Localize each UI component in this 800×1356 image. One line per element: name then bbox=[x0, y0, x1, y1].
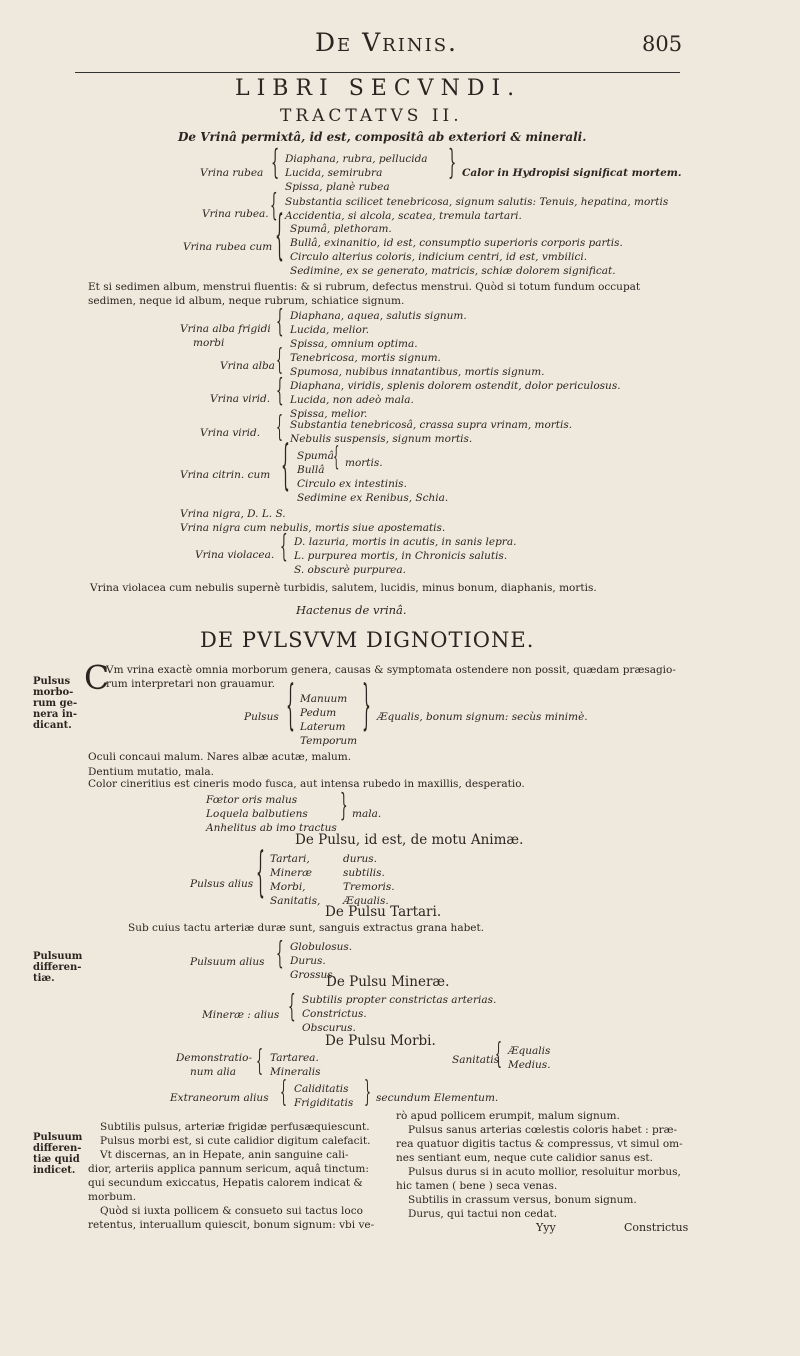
urina-g5-item: Spumosa, nubibus innatantibus, mortis signum. bbox=[290, 366, 545, 378]
brace-icon: { bbox=[495, 1037, 502, 1072]
pulsus-g4-label: Pulsuum alius bbox=[190, 956, 265, 968]
pulsus-minerae-heading: De Pulsu Mineræ. bbox=[326, 974, 450, 990]
urina-g9-item: L. purpurea mortis, in Chronicis salutis. bbox=[294, 550, 508, 562]
urina-g5-item: Tenebricosa, mortis signum. bbox=[290, 352, 441, 364]
brace-icon: { bbox=[333, 444, 340, 473]
pulsus-g6-item: Tartarea. bbox=[270, 1052, 319, 1064]
urina-g2-item: Accidentia, si alcola, scatea, tremula tartari. bbox=[285, 210, 522, 222]
pulsus-g5-label: Mineræ : alius bbox=[202, 1009, 280, 1021]
pulsus-g3-col1: Sanitatis, bbox=[270, 895, 321, 907]
brace-icon: { bbox=[276, 410, 283, 445]
urina-prose-1: Et si sedimen album, menstrui fluentis: & si rubrum, defectus menstrui. Quòd si totum fundum occupat bbox=[88, 281, 641, 293]
catchword: Constrictus bbox=[624, 1221, 689, 1234]
right-col-line: Subtilis in crassum versus, bonum signum. bbox=[408, 1194, 637, 1206]
pulsus-g5-item: Constrictus. bbox=[302, 1008, 367, 1020]
header-rule bbox=[75, 72, 680, 73]
pulsus-g3-col2: Tremoris. bbox=[343, 881, 395, 893]
urina-g8-label: Vrina citrin. cum bbox=[180, 469, 271, 481]
right-col-line: Durus, qui tactui non cedat. bbox=[408, 1208, 558, 1220]
pulsus-g4-item: Durus. bbox=[290, 955, 326, 967]
brace-icon: { bbox=[276, 371, 284, 409]
urina-g4-label: Vrina alba frigidi bbox=[180, 323, 271, 335]
pulsus-g6-label: num alia bbox=[190, 1066, 237, 1078]
brace-icon: { bbox=[256, 844, 265, 906]
pulsus-g5-item: Obscurus. bbox=[302, 1022, 356, 1034]
pulsus-g7-item: Æqualis bbox=[508, 1045, 551, 1057]
brace-icon: } bbox=[364, 1075, 371, 1110]
brace-icon: { bbox=[271, 145, 280, 184]
pulsus-g2-item: Anhelitus ab imo tractus bbox=[206, 822, 337, 834]
right-col-line: Pulsus sanus arterias cœlestis coloris habet : præ- bbox=[408, 1124, 678, 1136]
page-number: 805 bbox=[642, 32, 683, 56]
margin-note: Pulsus morbo- rum ge- nera in- dicant. bbox=[33, 676, 78, 731]
brace-icon: { bbox=[276, 934, 284, 972]
margin-note: Pulsuum differen- tiæ. bbox=[33, 951, 83, 984]
right-col-line: rò apud pollicem erumpit, malum signum. bbox=[396, 1110, 620, 1122]
urina-prose-3: Vrina violacea cum nebulis supernè turbidis, salutem, lucidis, minus bonum, diaphanis, mortis. bbox=[90, 582, 597, 594]
urina-g8-item: Spumâ bbox=[297, 450, 334, 462]
signature-mark: Yyy bbox=[536, 1221, 556, 1234]
pulsus-g3-col2: durus. bbox=[343, 853, 377, 865]
urina-g7-item: Nebulis suspensis, signum mortis. bbox=[290, 433, 473, 445]
brace-icon: { bbox=[276, 302, 284, 340]
urina-g2-label: Vrina rubea. bbox=[202, 208, 269, 220]
urina-g1-item: Lucida, semirubra bbox=[285, 167, 383, 179]
right-col-line: hic tamen ( bene ) seca venas. bbox=[396, 1180, 558, 1192]
section-title: LIBRI SECVNDI. bbox=[235, 76, 522, 101]
left-col-line: Vt discernas, an in Hepate, anin sanguine cali- bbox=[100, 1149, 349, 1161]
brace-icon: } bbox=[448, 145, 457, 184]
pulsus-g7-label: Sanitatis bbox=[452, 1054, 500, 1066]
urina-g3-item: Sedimine, ex se generato, matricis, schiæ dolorem significat. bbox=[290, 265, 616, 277]
urina-g7-label: Vrina virid. bbox=[200, 427, 261, 439]
urina-g8-right: mortis. bbox=[345, 457, 383, 469]
urina-g3-item: Spumâ, plethoram. bbox=[290, 223, 392, 235]
brace-icon: } bbox=[340, 786, 348, 824]
urina-g1-item: Spissa, planè rubea bbox=[285, 181, 390, 193]
pulsus-g4-item: Grossus. bbox=[290, 969, 336, 981]
pulsus-motu-heading: De Pulsu, id est, de motu Animæ. bbox=[295, 832, 524, 848]
urina-g3-label: Vrina rubea cum bbox=[183, 241, 273, 253]
pulsus-g6-item: Mineralis bbox=[270, 1066, 321, 1078]
hactenus-line: Hactenus de vrinâ. bbox=[296, 603, 407, 617]
pulsus-oculi: Oculi concaui malum. Nares albæ acutæ, malum. bbox=[88, 751, 352, 763]
pulsus-g5-item: Subtilis propter constrictas arterias. bbox=[302, 994, 497, 1006]
pulsus-g3-col1: Morbi, bbox=[270, 881, 306, 893]
brace-icon: { bbox=[281, 437, 290, 499]
urina-g4-item: Diaphana, aquea, salutis signum. bbox=[290, 310, 467, 322]
pulsus-g8-right: secundum Elementum. bbox=[376, 1092, 499, 1104]
tractatus-title: TRACTATVS II. bbox=[280, 106, 463, 126]
pulsus-g1-item: Manuum bbox=[300, 693, 348, 705]
brace-icon: { bbox=[256, 1044, 263, 1079]
pulsus-g7-item: Medius. bbox=[508, 1059, 551, 1071]
pulsus-g8-label: Extraneorum alius bbox=[170, 1092, 269, 1104]
urina-g8-item: Sedimine ex Renibus, Schia. bbox=[297, 492, 449, 504]
left-col-line: dior, arteriis applica pannum sericum, aquâ tinctum: bbox=[88, 1163, 369, 1175]
left-col-line: Subtilis pulsus, arteriæ frigidæ perfusæquiescunt. bbox=[100, 1121, 370, 1133]
pulsus-g6-label: Demonstratio- bbox=[176, 1052, 253, 1064]
urina-g9-item: D. lazuria, mortis in acutis, in sanis lepra. bbox=[294, 536, 517, 548]
pulsus-tartari-text: Sub cuius tactu arteriæ duræ sunt, sanguis extractus grana habet. bbox=[128, 922, 485, 934]
right-col-line: rea quatuor digitis tactus & compressus, vt simul om- bbox=[396, 1138, 683, 1150]
urina-g1-right: Calor in Hydropisi significat mortem. bbox=[462, 167, 682, 179]
pulsus-g1-label: Pulsus bbox=[244, 711, 279, 723]
urina-nigra-2: Vrina nigra cum nebulis, mortis siue apostematis. bbox=[180, 522, 446, 534]
left-col-line: retentus, interuallum quiescit, bonum signum: vbi ve- bbox=[88, 1219, 375, 1231]
urina-g1-item: Diaphana, rubra, pellucida bbox=[285, 153, 428, 165]
running-header-title: De Vrinis. bbox=[315, 28, 458, 57]
brace-icon: { bbox=[280, 527, 288, 565]
urina-g3-item: Circulo alterius coloris, indicium centri, id est, vmbilici. bbox=[290, 251, 588, 263]
urina-g1-label: Vrina rubea bbox=[200, 167, 264, 179]
pulsus-g3-col1: Tartari, bbox=[270, 853, 310, 865]
brace-icon: { bbox=[276, 343, 283, 378]
pulsus-intro-2: rum interpretari non grauamur. bbox=[106, 678, 275, 690]
brace-icon: { bbox=[275, 207, 284, 269]
urina-g6-item: Lucida, non adeò mala. bbox=[290, 394, 414, 406]
drop-cap: C bbox=[84, 658, 110, 697]
pulsus-g1-right: Æqualis, bonum signum: secùs minimè. bbox=[377, 711, 588, 723]
brace-icon: } bbox=[362, 677, 371, 739]
pulsus-g2-right: mala. bbox=[352, 808, 382, 820]
urina-g8-item: Bullâ bbox=[297, 464, 325, 476]
urina-g4-item: Spissa, omnium optima. bbox=[290, 338, 418, 350]
pulsus-intro-1: Vm vrina exactè omnia morborum genera, causas & symptomata ostendere non possit, quædam præsagio- bbox=[106, 664, 676, 676]
pulsus-color: Color cineritius est cineris modo fusca, aut intensa rubedo in maxillis, desperatio. bbox=[88, 778, 525, 790]
subtitle: De Vrinâ permixtâ, id est, compositâ ab exteriori & minerali. bbox=[178, 130, 587, 144]
urina-g6-item: Spissa, melior. bbox=[290, 408, 368, 420]
left-col-line: morbum. bbox=[88, 1191, 137, 1203]
pulsus-g1-item: Temporum bbox=[300, 735, 358, 747]
brace-icon: { bbox=[286, 677, 295, 739]
brace-icon: { bbox=[280, 1075, 287, 1110]
urina-g6-label: Vrina virid. bbox=[210, 393, 271, 405]
urina-prose-2: sedimen, neque id album, neque rubrum, schiatice signum. bbox=[88, 295, 405, 307]
urina-g5-label: Vrina alba bbox=[220, 360, 275, 372]
urina-g2-item: Substantia scilicet tenebricosa, signum salutis: Tenuis, hepatina, mortis bbox=[285, 196, 669, 208]
urina-g9-item: S. obscurè purpurea. bbox=[294, 564, 406, 576]
pulsus-g3-label: Pulsus alius bbox=[190, 878, 254, 890]
urina-g9-label: Vrina violacea. bbox=[195, 549, 275, 561]
pulsus-g3-col1: Mineræ bbox=[270, 867, 312, 879]
urina-g8-item: Circulo ex intestinis. bbox=[297, 478, 407, 490]
pulsus-dentium: Dentium mutatio, mala. bbox=[88, 766, 214, 778]
pulsus-g3-col2: Æqualis. bbox=[343, 895, 389, 907]
brace-icon: { bbox=[270, 186, 278, 224]
urina-g7-item: Substantia tenebricosâ, crassa supra vrinam, mortis. bbox=[290, 419, 573, 431]
pulsus-g2-item: Loquela balbutiens bbox=[206, 808, 308, 820]
left-col-line: Pulsus morbi est, si cute calidior digitum calefacit. bbox=[100, 1135, 371, 1147]
urina-g6-item: Diaphana, viridis, splenis dolorem ostendit, dolor periculosus. bbox=[290, 380, 621, 392]
right-col-line: Pulsus durus si in acuto mollior, resoluitur morbus, bbox=[408, 1166, 681, 1178]
left-col-line: qui secundum exiccatus, Hepatis calorem indicat & bbox=[88, 1177, 363, 1189]
pulsus-g8-item: Frigiditatis bbox=[294, 1097, 354, 1109]
pulsus-g3-col2: subtilis. bbox=[343, 867, 385, 879]
right-col-line: nes sentiant eum, neque cute calidior sanus est. bbox=[396, 1152, 653, 1164]
urina-g3-item: Bullâ, exinanitio, id est, consumptio superioris corporis partis. bbox=[290, 237, 623, 249]
pulsus-g1-item: Pedum bbox=[300, 707, 337, 719]
pulsus-g4-item: Globulosus. bbox=[290, 941, 353, 953]
pulsus-g1-item: Laterum bbox=[300, 721, 346, 733]
margin-note: Pulsuum differen- tiæ quid indicet. bbox=[33, 1132, 83, 1176]
pulsus-heading: DE PVLSVVM DIGNOTIONE. bbox=[200, 628, 535, 652]
brace-icon: { bbox=[288, 987, 296, 1025]
pulsus-tartari-heading: De Pulsu Tartari. bbox=[325, 904, 442, 920]
urina-g4-item: Lucida, melior. bbox=[290, 324, 370, 336]
pulsus-g8-item: Caliditatis bbox=[294, 1083, 349, 1095]
urina-nigra-1: Vrina nigra, D. L. S. bbox=[180, 508, 286, 520]
pulsus-g2-item: Fœtor oris malus bbox=[206, 794, 298, 806]
urina-g4-label: morbi bbox=[193, 337, 225, 349]
pulsus-morbi-heading: De Pulsu Morbi. bbox=[325, 1033, 436, 1049]
left-col-line: Quòd si iuxta pollicem & consueto sui tactus loco bbox=[100, 1205, 363, 1217]
